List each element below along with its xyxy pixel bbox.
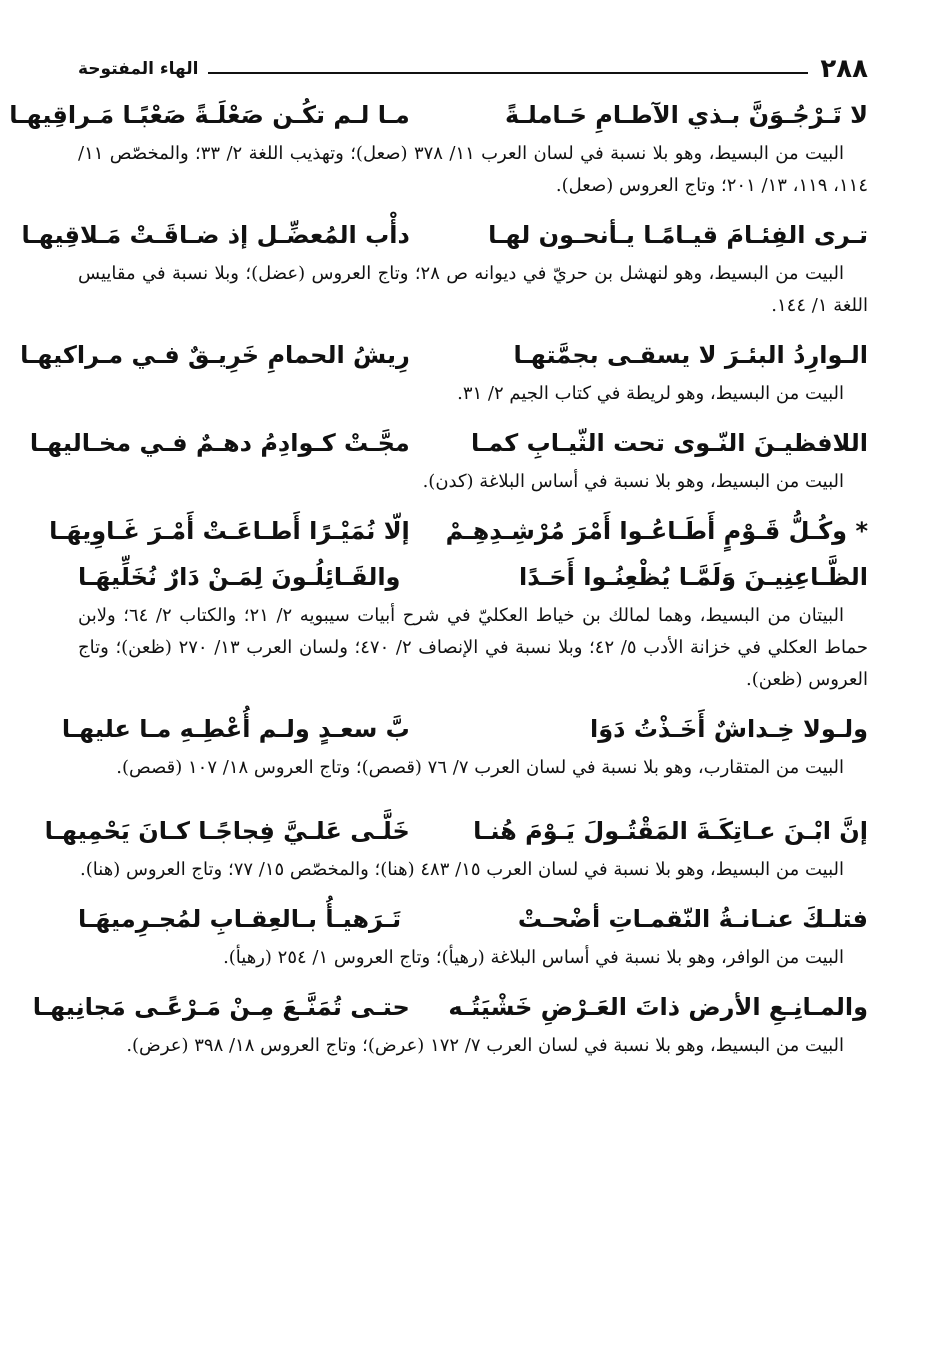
verse-line bbox=[32, 984, 868, 1030]
entry bbox=[32, 984, 868, 1062]
second-hemistich: مجَّـتْ كـوادِمُ دهـمٌ فـي مخـاليهـا bbox=[29, 429, 410, 457]
verse-line bbox=[29, 420, 868, 466]
first-hemistich: تـرى الفِئـامَ قيـامًـا يـأنحـون لهـا bbox=[488, 221, 868, 249]
entry bbox=[29, 420, 868, 498]
verse-line bbox=[21, 212, 868, 258]
source-note: البيتان من البسيط، وهما لمالك بن خياط العكليّ في شرح أبيات سيبويه ٢/ ٢١؛ والكتاب ٢/ ٦٤؛ ولابن حماط العكلي في خزانة الأدب ٥/ ٤٢؛ وبلا نسبة في الإنصاف ٢/ ٤٧٠؛ ولسان العرب ١٣/ ٢٧٠ (ظعن)؛ وتاج العروس (ظعن). bbox=[78, 605, 868, 690]
book-page bbox=[9, 52, 868, 1342]
source-note: البيت من البسيط، وهو بلا نسبة في لسان العرب ١٥/ ٤٨٣ (هنا)؛ والمخصّص ١٥/ ٧٧؛ وتاج العروس (هنا). bbox=[80, 859, 844, 880]
entry bbox=[44, 808, 868, 886]
second-hemistich: تَـرَهيـأُ بـالعِقـابِ لمُجـرِميهَـا bbox=[78, 905, 402, 933]
verse-line bbox=[78, 896, 868, 942]
second-hemistich: خَلَّـى عَلـيَّ فِجاجًـا كـانَ يَحْمِيهـا bbox=[44, 817, 410, 845]
entry bbox=[49, 508, 868, 696]
verse-line bbox=[78, 554, 868, 600]
verse-line bbox=[44, 808, 868, 854]
source-note: البيت من البسيط، وهو بلا نسبة في لسان العرب ٧/ ١٧٢ (عرض)؛ وتاج العروس ١٨/ ٣٩٨ (عرض). bbox=[126, 1035, 844, 1056]
first-hemistich: إنَّ ابْـنَ عـاتِكَـةَ المَقْتُـولَ يَـوْمَ هُنـا bbox=[473, 817, 868, 845]
entry bbox=[78, 896, 868, 974]
first-hemistich: والمـانِـعِ الأرض ذاتَ العَـرْضِ خَشْيَتُـه bbox=[448, 993, 868, 1021]
second-hemistich: مـا لـم تكُـن صَعْلَـةً صَعْبًـا مَـراقِيهـا bbox=[9, 101, 410, 129]
second-hemistich: بَّ سعـدٍ ولـم أُعْطِـهِ مـا عليهـا bbox=[61, 715, 410, 743]
entry bbox=[9, 92, 868, 202]
source-note: البيت من البسيط، وهو بلا نسبة في أساس البلاغة (كدن). bbox=[422, 471, 844, 492]
second-hemistich: إلّا نُمَيْـرًا أَطـاعَـتْ أَمْـرَ غَـاوِيهَـا bbox=[49, 517, 410, 545]
verse-line bbox=[20, 332, 868, 378]
source-note: البيت من البسيط، وهو بلا نسبة في لسان العرب ١١/ ٣٧٨ (صعل)؛ وتهذيب اللغة ٢/ ٣٣؛ والمخصّص ١١/ ١١٤، ١١٩، ١٣/ ٢٠١؛ وتاج العروس (صعل). bbox=[78, 143, 868, 196]
second-hemistich: رِيشُ الحمامِ خَرِيـقٌ فـي مـراكيهـا bbox=[20, 341, 410, 369]
first-hemistich: فتلـكَ عنـانـةُ النّقمـاتِ أضْحـتْ bbox=[517, 905, 868, 933]
first-hemistich: ولـولا خِـداشٌ أَخَـذْتُ دَوَا bbox=[590, 715, 868, 743]
second-hemistich: والقَـائِلُـونَ لِمَـنْ دَارٌ نُخَلِّيهَـا bbox=[78, 563, 401, 591]
verse-line bbox=[9, 92, 868, 138]
first-hemistich: الظَّـاعِنِيـنَ وَلَمَّـا يُظْعِنُـوا أَحَـدًا bbox=[519, 563, 868, 591]
first-hemistich: اللافظيـنَ النّـوى تحت الثّيـابِ كمـا bbox=[471, 429, 868, 457]
entries bbox=[9, 92, 868, 1062]
running-head: الهاء المفتوحة bbox=[78, 59, 208, 79]
verse-line bbox=[61, 706, 868, 752]
first-hemistich: * وكُـلُّ قَـوْمٍ أَطَـاعُـوا أَمْرَ مُرْشِـدِهِـمْ bbox=[445, 517, 868, 545]
entry bbox=[21, 212, 868, 322]
source-note: البيت من المتقارب، وهو بلا نسبة في لسان العرب ٧/ ٧٦ (قصص)؛ وتاج العروس ١٨/ ١٠٧ (قصص). bbox=[116, 757, 844, 778]
source-note: البيت من البسيط، وهو لنهشل بن حريّ في ديوانه ص ٢٨؛ وتاج العروس (عضل)؛ وبلا نسبة في مقاييس اللغة ١/ ١٤٤. bbox=[78, 263, 868, 316]
first-hemistich: الـوارِدُ البئـرَ لا يسقـى بجمَّتهـا bbox=[513, 341, 868, 369]
header-rule bbox=[208, 72, 808, 74]
second-hemistich: حتـى تُمَنَّـعَ مِـنْ مَـرْعًـى مَجانِيهـا bbox=[32, 993, 410, 1021]
page-header bbox=[78, 52, 868, 86]
entry bbox=[20, 332, 868, 410]
first-hemistich: لا تَـرْجُـوَنَّ بـذي الآطـامِ حَـاملـةً bbox=[505, 101, 868, 129]
second-hemistich: دأْب المُعضِّـل إذ ضـاقَـتْ مَـلاقِيهـا bbox=[21, 221, 410, 249]
source-note: البيت من الوافر، وهو بلا نسبة في أساس البلاغة (رهيأ)؛ وتاج العروس ١/ ٢٥٤ (رهيأ). bbox=[223, 947, 844, 968]
entry bbox=[61, 706, 868, 784]
page-number: ٢٨٨ bbox=[810, 54, 868, 84]
verse-line bbox=[49, 508, 868, 554]
source-note: البيت من البسيط، وهو لريطة في كتاب الجيم ٢/ ٣١. bbox=[457, 383, 844, 404]
